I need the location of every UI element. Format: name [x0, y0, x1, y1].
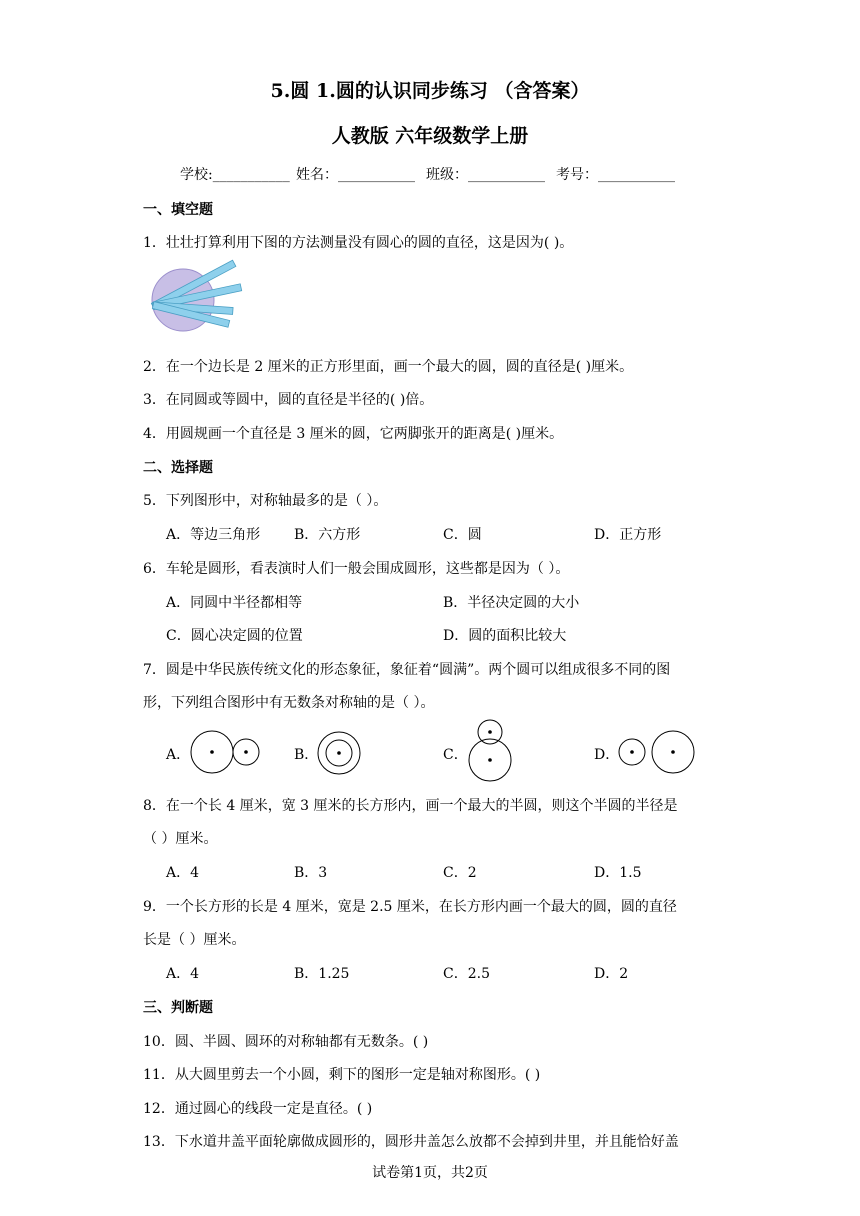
q6-option-c: C．圆心决定圆的位置	[166, 628, 303, 644]
question-2: 2．在一个边长是 2 厘米的正方形里面，画一个最大的圆，圆的直径是( )厘米。	[143, 359, 634, 375]
question-8-line-1: 8．在一个长 4 厘米，宽 3 厘米的长方形内，画一个最大的半圆，则这个半圆的半径是	[143, 798, 678, 814]
question-1: 1．壮壮打算利用下图的方法测量没有圆心的圆的直径，这是因为( )。	[143, 235, 574, 251]
question-10: 10．圆、半圆、圆环的对称轴都有无数条。( )	[143, 1034, 429, 1050]
q6-option-d: D．圆的面积比较大	[443, 628, 567, 644]
question-5: 5．下列图形中，对称轴最多的是（ ）。	[143, 493, 388, 509]
q5-option-a: A．等边三角形	[166, 527, 261, 543]
section-fill: 一、填空题	[143, 202, 213, 218]
question-11: 11．从大圆里剪去一个小圆，剩下的图形一定是轴对称图形。( )	[143, 1067, 541, 1083]
q7-figure-d	[617, 730, 697, 776]
question-7-line-2: 形，下列组合图形中有无数条对称轴的是（ ）。	[143, 695, 435, 711]
question-8-line-2: （ ）厘米。	[143, 831, 218, 847]
q8-option-a: A．4	[166, 865, 200, 881]
q8-option-b: B．3	[294, 865, 328, 881]
name-field: 姓名：___________	[296, 167, 415, 183]
q9-option-a: A．4	[166, 966, 200, 982]
q7-option-d: D．	[594, 747, 620, 763]
q9-option-c: C．2.5	[443, 966, 490, 982]
section-choice: 二、选择题	[143, 460, 213, 476]
school-field: 学校:___________	[180, 167, 290, 183]
question-9-line-2: 长是（ ）厘米。	[143, 932, 246, 948]
title-line-2: 人教版 六年级数学上册	[331, 125, 529, 147]
question-13: 13．下水道井盖平面轮廓做成圆形的，圆形井盖怎么放都不会掉到井里，并且能恰好盖	[143, 1134, 679, 1150]
q6-option-b: B．半径决定圆的大小	[443, 595, 580, 611]
title-line-1: 5.圆 1.圆的认识同步练习 （含答案）	[270, 80, 590, 102]
question-4: 4．用圆规画一个直径是 3 厘米的圆，它两脚张开的距离是( )厘米。	[143, 426, 564, 442]
section-judge: 三、判断题	[143, 1000, 213, 1016]
q8-option-c: C．2	[443, 865, 477, 881]
q9-option-b: B．1.25	[294, 966, 350, 982]
q8-option-d: D．1.5	[594, 865, 642, 881]
page-footer: 试卷第1页，共2页	[372, 1165, 488, 1181]
q7-figure-a	[188, 730, 263, 776]
question-3: 3．在同圆或等圆中，圆的直径是半径的( )倍。	[143, 392, 434, 408]
q9-option-d: D．2	[594, 966, 629, 982]
class-field: 班级：___________	[426, 167, 545, 183]
q7-option-c: C．	[443, 747, 468, 763]
q5-option-b: B．六方形	[294, 527, 361, 543]
question-6: 6．车轮是圆形，看表演时人们一般会围成圆形，这些都是因为（ ）。	[143, 561, 570, 577]
question-9-line-1: 9．一个长方形的长是 4 厘米，宽是 2.5 厘米，在长方形内画一个最大的圆，圆的直径	[143, 899, 677, 915]
question-12: 12．通过圆心的线段一定是直径。( )	[143, 1101, 373, 1117]
q7-option-a: A．	[166, 747, 191, 763]
q6-option-a: A．同圆中半径都相等	[166, 595, 303, 611]
q5-option-c: C．圆	[443, 527, 482, 543]
circle-ruler-figure	[143, 262, 238, 334]
q7-figure-b	[316, 730, 362, 776]
exam-no-field: 考号：___________	[556, 167, 675, 183]
q5-option-d: D．正方形	[594, 527, 662, 543]
q7-figure-c	[466, 718, 516, 782]
q7-option-b: B．	[294, 747, 319, 763]
question-7-line-1: 7．圆是中华民族传统文化的形态象征，象征着“圆满”。两个圆可以组成很多不同的图	[143, 662, 671, 678]
